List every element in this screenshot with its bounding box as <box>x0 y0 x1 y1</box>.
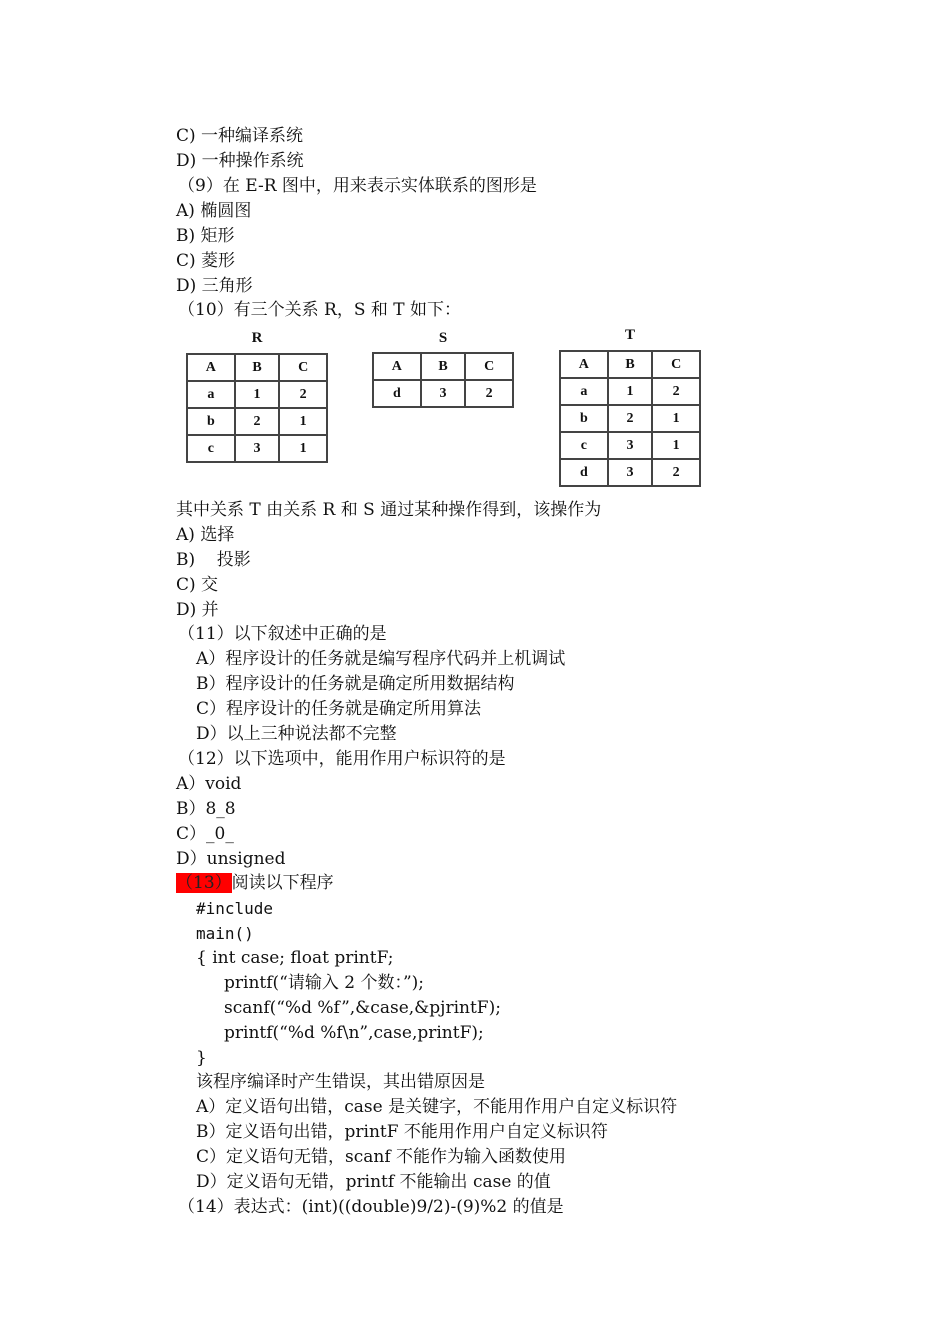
table-t-cell: c <box>560 432 608 459</box>
table-s-cell: 3 <box>421 380 466 407</box>
q11-option-b: B）程序设计的任务就是确定所用数据结构 <box>196 674 515 694</box>
table-s-cell: d <box>373 380 421 407</box>
table-t-cell: b <box>560 405 608 432</box>
q12-option-d: D）unsigned <box>176 849 286 869</box>
q13-stem: 阅读以下程序 <box>231 873 334 893</box>
table-r-cell: 2 <box>235 408 280 435</box>
table-r-header-cell: A <box>187 354 235 381</box>
q13-code-line: main() <box>196 924 254 943</box>
table-t-cell: 1 <box>652 432 700 459</box>
table-t-header-cell: C <box>652 351 700 378</box>
table-r-cell: 1 <box>235 381 280 408</box>
table-t-cell: 1 <box>652 405 700 432</box>
table-t-title: T <box>624 327 635 343</box>
q8-option-c: C) 一种编译系统 <box>176 126 304 146</box>
q13-code-line: printf(“%d %f\n”,case,printF); <box>224 1023 484 1043</box>
table-r-cell: a <box>187 381 235 408</box>
q9-option-c: C) 菱形 <box>176 251 236 271</box>
table-t-cell: 1 <box>608 378 653 405</box>
table-r <box>186 353 328 463</box>
q9-option-d: D) 三角形 <box>176 276 253 296</box>
q11-option-a: A）程序设计的任务就是编写程序代码并上机调试 <box>196 649 566 669</box>
q13-code-line: scanf(“%d %f”,&case,&pjrintF); <box>224 998 501 1018</box>
table-r-title: R <box>251 330 263 346</box>
table-t-cell: 2 <box>652 459 700 486</box>
table-t-cell: d <box>560 459 608 486</box>
q9-stem: （9）在 E-R 图中，用来表示实体联系的图形是 <box>178 176 537 196</box>
table-s-header-cell: B <box>421 353 466 380</box>
table-t-header-cell: A <box>560 351 608 378</box>
q13-code-line: { int case; float printF; <box>196 948 394 968</box>
q12-option-b: B）8_8 <box>176 799 236 819</box>
q13-code-line: printf(“请输入 2 个数：”); <box>224 973 425 993</box>
q8-option-d: D) 一种操作系统 <box>176 151 304 171</box>
q13-stem-line <box>176 871 334 896</box>
table-t-cell: 3 <box>608 459 653 486</box>
table-s-cell: 2 <box>465 380 513 407</box>
table-t-header-cell: B <box>608 351 653 378</box>
table-r-cell: c <box>187 435 235 462</box>
q13-option-c: C）定义语句无错，scanf 不能作为输入函数使用 <box>196 1147 567 1167</box>
q10-option-b: B) 投影 <box>176 550 251 570</box>
q13-question: 该程序编译时产生错误，其出错原因是 <box>196 1072 485 1092</box>
table-r-cell: 1 <box>279 435 327 462</box>
table-t <box>559 350 701 487</box>
table-t-cell: a <box>560 378 608 405</box>
q14-stem: （14）表达式：(int)((double)9/2)-(9)%2 的值是 <box>178 1197 564 1217</box>
q13-option-a: A）定义语句出错，case 是关键字，不能用作用户自定义标识符 <box>196 1097 678 1117</box>
q12-stem: （12）以下选项中，能用作用户标识符的是 <box>178 749 506 769</box>
q10-option-c: C) 交 <box>176 575 219 595</box>
table-r-cell: b <box>187 408 235 435</box>
q9-option-b: B) 矩形 <box>176 226 235 246</box>
table-r-cell: 1 <box>279 408 327 435</box>
table-r-header-cell: C <box>279 354 327 381</box>
q13-option-d: D）定义语句无错，printf 不能输出 case 的值 <box>196 1172 551 1192</box>
table-s <box>372 352 514 408</box>
table-t-cell: 2 <box>652 378 700 405</box>
q13-code-line: } <box>196 1048 207 1068</box>
q13-code-line: #include <box>196 899 274 918</box>
q13-number-highlight: （13） <box>176 873 232 893</box>
table-r-header-cell: B <box>235 354 280 381</box>
q10-option-d: D) 并 <box>176 600 219 620</box>
q10-question: 其中关系 T 由关系 R 和 S 通过某种操作得到，该操作为 <box>176 500 602 520</box>
q12-option-c: C）_0_ <box>176 824 234 844</box>
q11-stem: （11）以下叙述中正确的是 <box>178 624 387 644</box>
q10-option-a: A) 选择 <box>176 525 235 545</box>
table-t-cell: 2 <box>608 405 653 432</box>
table-r-cell: 3 <box>235 435 280 462</box>
table-s-title: S <box>438 330 448 346</box>
q10-stem: （10）有三个关系 R，S 和 T 如下： <box>178 300 462 320</box>
q12-option-a: A）void <box>176 774 242 794</box>
table-s-header-cell: A <box>373 353 421 380</box>
q11-option-d: D）以上三种说法都不完整 <box>196 724 397 744</box>
q11-option-c: C）程序设计的任务就是确定所用算法 <box>196 699 482 719</box>
table-t-cell: 3 <box>608 432 653 459</box>
q13-option-b: B）定义语句出错，printF 不能用作用户自定义标识符 <box>196 1122 608 1142</box>
table-r-cell: 2 <box>279 381 327 408</box>
table-s-header-cell: C <box>465 353 513 380</box>
q9-option-a: A) 椭圆图 <box>176 201 252 221</box>
